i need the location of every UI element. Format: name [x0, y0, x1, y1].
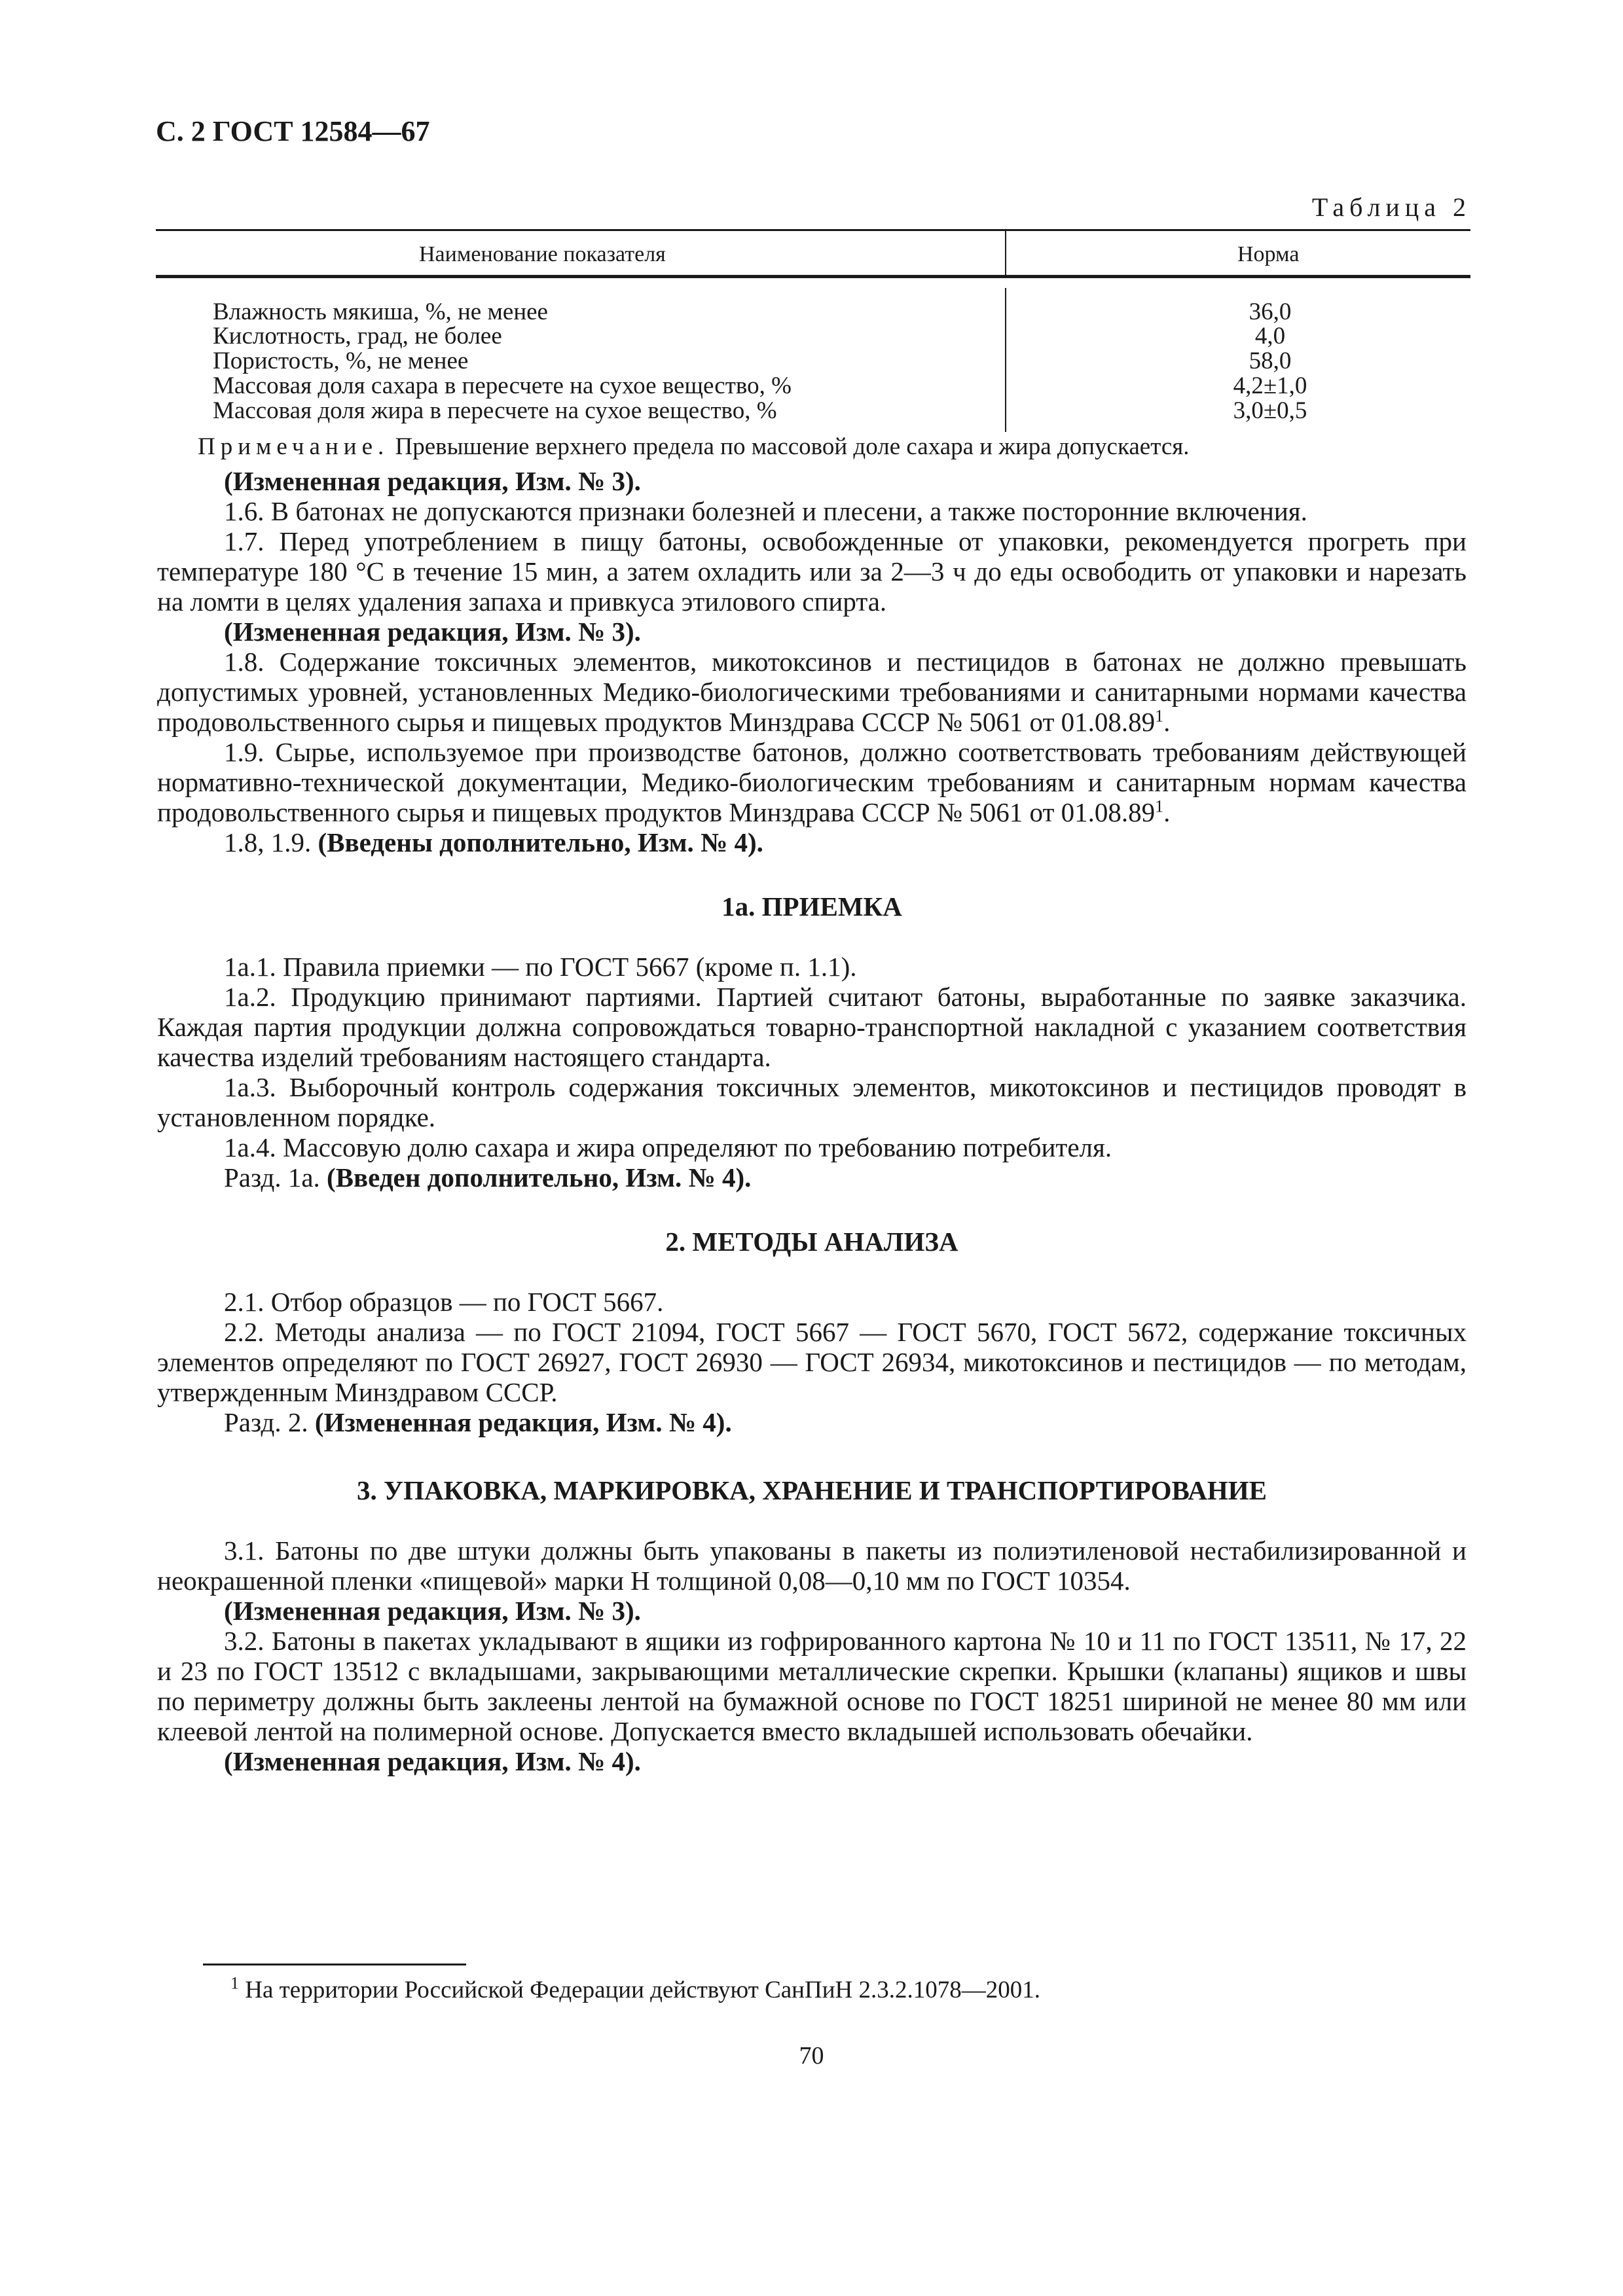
amendment-note: (Измененная редакция, Изм. № 3).: [224, 617, 641, 647]
section-heading-2: 2. МЕТОДЫ АНАЛИЗА: [665, 1227, 958, 1257]
footnote-ref: 1: [1155, 706, 1164, 726]
clause-1-8-end: .: [1163, 707, 1171, 737]
footnote-separator: [203, 1964, 466, 1965]
clause-2-2: 2.2. Методы анализа — по ГОСТ 21094, ГОСТ 5667 — ГОСТ 5670, ГОСТ 5672, содержание токсичных элементов определяют по ГОСТ 26927, ГОСТ 26930 — ГОСТ 26934, микотоксинов и пестицидов — по методам, утвержденным Минздравом СССР.: [157, 1317, 1467, 1407]
clause-1a-4: 1а.4. Массовую долю сахара и жира определяют по требованию потребителя.: [224, 1132, 1112, 1162]
note-prefix: Разд. 1а.: [224, 1162, 327, 1193]
footnote: [230, 1975, 1040, 2005]
table-row-indicator: Влажность мякиша, %, не менее: [213, 298, 548, 325]
amendment-note: (Измененная редакция, Изм. № 3).: [224, 1596, 641, 1626]
table-column-divider-body: [1005, 288, 1006, 432]
page-number: 70: [799, 2042, 824, 2070]
clause-1a-1: 1а.1. Правила приемки — по ГОСТ 5667 (кроме п. 1.1).: [224, 952, 857, 982]
running-head: С. 2 ГОСТ 12584—67: [156, 115, 430, 147]
table-row-indicator: Массовая доля жира в пересчете на сухое вещество, %: [213, 397, 777, 424]
table-header-rule: [156, 275, 1470, 278]
footnote-text: На территории Российской Федерации действуют СанПиН 2.3.2.1078—2001.: [239, 1977, 1040, 2003]
amendment-note: (Введены дополнительно, Изм. № 4).: [318, 827, 763, 857]
clause-1-9-end: .: [1163, 797, 1171, 827]
footnote-ref: 1: [1155, 797, 1164, 816]
amendment-note: (Введен дополнительно, Изм. № 4).: [327, 1162, 752, 1193]
amendment-note: (Измененная редакция, Изм. № 4).: [224, 1746, 641, 1776]
table-row-norm: 36,0: [1249, 298, 1292, 325]
table-row-norm: 4,0: [1254, 323, 1286, 350]
table-row-norm: 4,2±1,0: [1233, 372, 1307, 399]
clause-1-7: 1.7. Перед употреблением в пищу батоны, освобожденные от упаковки, рекомендуется прогреть при температуре 180 °С в течение 15 мин, а затем охладить или за 2—3 ч до еды освободить от упаковки и нарезать на ломти в целях удаления запаха и привкуса этилового спирта.: [157, 526, 1467, 617]
clause-1a-2: 1а.2. Продукцию принимают партиями. Партией считают батоны, выработанные по заявке заказчика. Каждая партия продукции должна сопровождаться товарно-транспортной накладной с указанием соответствия качества изделий требованиям настоящего стандарта.: [157, 982, 1467, 1072]
table-row-norm: 3,0±0,5: [1233, 397, 1307, 424]
clause-1-8-text: 1.8. Содержание токсичных элементов, микотоксинов и пестицидов в батонах не должно превышать допустимых уровней, установленных Медико-биологическими требованиями и санитарными нормами качества продовольственного сырья и пищевых продуктов Минздрава СССР № 5061 от 01.08.89: [157, 647, 1467, 737]
footnote-marker: 1: [230, 1973, 239, 1993]
clause-1-6: 1.6. В батонах не допускаются признаки болезней и плесени, а также посторонние включения.: [224, 496, 1307, 526]
note-prefix: 1.8, 1.9.: [224, 827, 318, 857]
clauses-1-8-1-9-note: [157, 827, 1467, 857]
clause-2-1: 2.1. Отбор образцов — по ГОСТ 5667.: [224, 1287, 664, 1317]
clause-3-2: 3.2. Батоны в пакетах укладывают в ящики из гофрированного картона № 10 и 11 по ГОСТ 13511, № 17, 22 и 23 по ГОСТ 13512 с вкладышами, закрывающими металлические скрепки. Крышки (клапаны) ящиков и швы по периметру должны быть заклеены лентой на бумажной основе по ГОСТ 18251 шириной не менее 80 мм или клеевой лентой на полимерной основе. Допускается вместо вкладышей использовать обечайки.: [157, 1626, 1467, 1746]
section-2-note: [157, 1407, 1467, 1437]
clause-1a-3: 1а.3. Выборочный контроль содержания токсичных элементов, микотоксинов и пестицидов проводят в установленном порядке.: [157, 1072, 1467, 1132]
clause-3-1: 3.1. Батоны по две штуки должны быть упакованы в пакеты из полиэтиленовой нестабилизированной и неокрашенной пленки «пищевой» марки Н толщиной 0,08—0,10 мм по ГОСТ 10354.: [157, 1535, 1467, 1596]
table-caption: Таблица 2: [1311, 192, 1471, 222]
amendment-note: (Измененная редакция, Изм. № 3).: [224, 466, 641, 496]
table-column-divider: [1005, 229, 1006, 278]
table-row-indicator: Кислотность, град, не более: [213, 323, 502, 350]
table-top-rule: [156, 229, 1470, 231]
clause-1-8: [157, 647, 1467, 737]
table-note-label: Примечание.: [198, 433, 390, 460]
section-heading-1a: 1а. ПРИЕМКА: [721, 891, 902, 922]
amendment-note: (Измененная редакция, Изм. № 4).: [314, 1407, 732, 1437]
section-1a-note: [157, 1162, 1467, 1193]
table-row-indicator: Пористость, %, не менее: [213, 348, 469, 374]
note-prefix: Разд. 2.: [224, 1407, 315, 1437]
clause-1-9-text: 1.9. Сырье, используемое при производстве батонов, должно соответствовать требованиям действующей нормативно-технической документации, Медико-биологическим требованиям и санитарным нормам качества продовольственного сырья и пищевых продуктов Минздрава СССР № 5061 от 01.08.89: [157, 737, 1467, 827]
table-note-text: Превышение верхнего предела по массовой доле сахара и жира допускается.: [389, 433, 1190, 460]
table-row-indicator: Массовая доля сахара в пересчете на сухое вещество, %: [213, 372, 792, 399]
table-header-norm: Норма: [1237, 242, 1300, 266]
table-header-indicator: Наименование показателя: [419, 242, 666, 266]
document-body: [157, 466, 1467, 1776]
table-note: [198, 432, 1190, 462]
table-row-norm: 58,0: [1249, 348, 1292, 374]
section-heading-3: 3. УПАКОВКА, МАРКИРОВКА, ХРАНЕНИЕ И ТРАНСПОРТИРОВАНИЕ: [356, 1475, 1267, 1505]
clause-1-9: [157, 737, 1467, 827]
